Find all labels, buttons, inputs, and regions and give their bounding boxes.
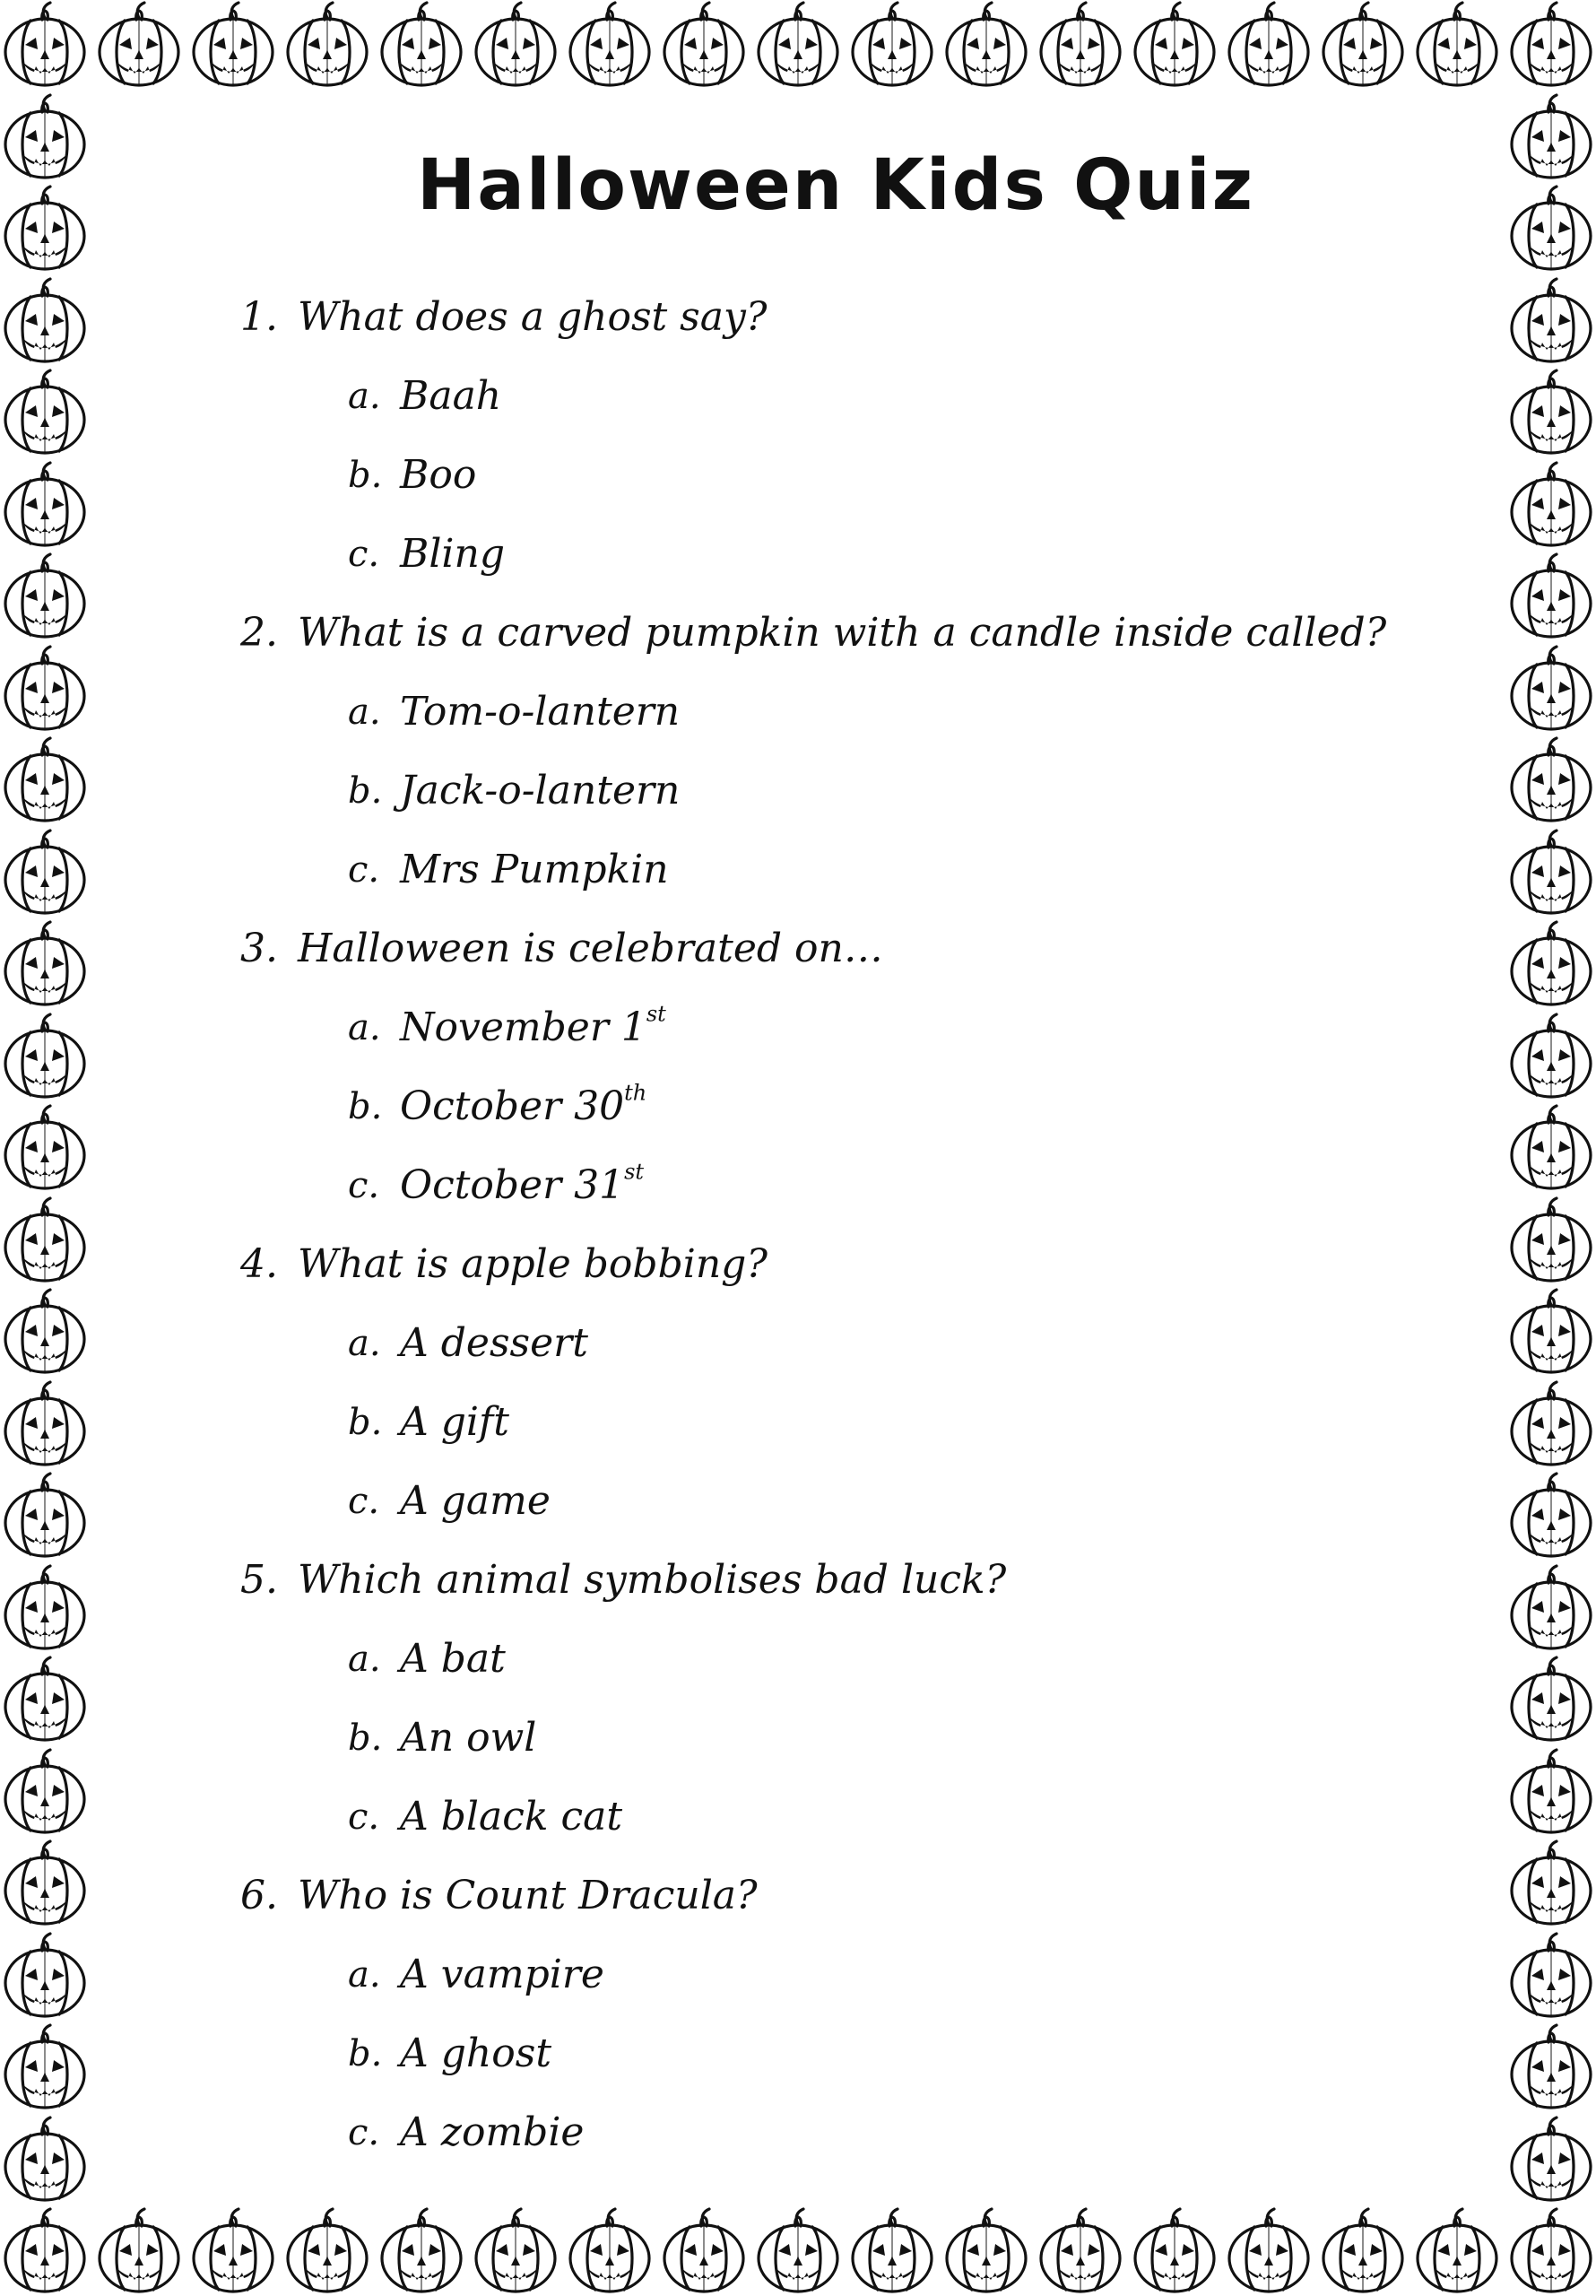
jack-o-lantern-icon xyxy=(0,276,90,366)
option-2a xyxy=(240,673,1478,752)
option-text: Baah xyxy=(400,373,502,419)
option-letter: c. xyxy=(348,1796,380,1838)
page-title: Halloween Kids Quiz xyxy=(416,145,1255,226)
jack-o-lantern-icon xyxy=(471,0,560,90)
jack-o-lantern-icon xyxy=(94,2206,184,2296)
jack-o-lantern-icon xyxy=(1506,460,1596,550)
jack-o-lantern-icon xyxy=(659,0,749,90)
option-text: A bat xyxy=(400,1636,506,1682)
jack-o-lantern-icon xyxy=(0,1563,90,1653)
question-text: Halloween is celebrated on… xyxy=(298,926,883,971)
jack-o-lantern-icon xyxy=(1412,0,1502,90)
jack-o-lantern-icon xyxy=(471,2206,560,2296)
option-3a xyxy=(240,988,1478,1067)
option-3c xyxy=(240,1146,1478,1225)
jack-o-lantern-icon xyxy=(847,2206,937,2296)
jack-o-lantern-icon xyxy=(1506,2206,1596,2296)
option-2c xyxy=(240,831,1478,909)
jack-o-lantern-icon xyxy=(0,2022,90,2112)
option-1c xyxy=(240,515,1478,594)
jack-o-lantern-icon xyxy=(1318,0,1408,90)
jack-o-lantern-icon xyxy=(1506,919,1596,1009)
option-text: A black cat xyxy=(400,1794,623,1839)
option-letter: c. xyxy=(348,2112,380,2153)
jack-o-lantern-icon xyxy=(0,735,90,825)
option-letter: c. xyxy=(348,534,380,575)
option-text: Mrs Pumpkin xyxy=(400,847,669,892)
option-letter: b. xyxy=(348,1086,383,1127)
question-6 xyxy=(240,1857,1478,1935)
jack-o-lantern-icon xyxy=(0,1103,90,1193)
option-text: A zombie xyxy=(400,2109,585,2155)
jack-o-lantern-icon xyxy=(94,0,184,90)
jack-o-lantern-icon xyxy=(188,0,278,90)
question-number: 2. xyxy=(240,610,278,656)
jack-o-lantern-icon xyxy=(0,919,90,1009)
jack-o-lantern-icon xyxy=(0,828,90,918)
jack-o-lantern-icon xyxy=(0,552,90,641)
option-letter: a. xyxy=(348,376,381,417)
jack-o-lantern-icon xyxy=(0,368,90,457)
jack-o-lantern-icon xyxy=(1506,644,1596,734)
jack-o-lantern-icon xyxy=(0,1471,90,1561)
jack-o-lantern-icon xyxy=(1130,2206,1219,2296)
jack-o-lantern-icon xyxy=(1506,0,1596,90)
option-letter: a. xyxy=(348,1007,381,1048)
jack-o-lantern-icon xyxy=(188,2206,278,2296)
jack-o-lantern-icon xyxy=(1506,828,1596,918)
option-text: A game xyxy=(400,1478,551,1524)
jack-o-lantern-icon xyxy=(0,1839,90,1928)
jack-o-lantern-icon xyxy=(1318,2206,1408,2296)
option-text-main: November 1 xyxy=(400,1004,646,1050)
question-5 xyxy=(240,1541,1478,1620)
question-text: What does a ghost say? xyxy=(298,294,768,340)
question-number: 1. xyxy=(240,294,278,340)
question-number: 4. xyxy=(240,1241,278,1287)
jack-o-lantern-icon xyxy=(1224,0,1314,90)
option-text: An owl xyxy=(400,1715,537,1761)
question-2 xyxy=(240,594,1478,673)
jack-o-lantern-icon xyxy=(1506,276,1596,366)
jack-o-lantern-icon xyxy=(1506,735,1596,825)
option-6b xyxy=(240,2014,1478,2093)
option-letter: c. xyxy=(348,1481,380,1522)
option-text xyxy=(400,1067,646,1146)
option-letter: b. xyxy=(348,1402,383,1443)
question-1 xyxy=(240,278,1478,357)
ordinal-suffix: th xyxy=(624,1080,647,1106)
question-text: Which animal symbolises bad luck? xyxy=(298,1557,1007,1603)
jack-o-lantern-icon xyxy=(0,1655,90,1744)
jack-o-lantern-icon xyxy=(0,2115,90,2205)
option-1b xyxy=(240,436,1478,515)
jack-o-lantern-icon xyxy=(0,1931,90,2021)
option-letter: a. xyxy=(348,1639,381,1680)
jack-o-lantern-icon xyxy=(1036,0,1125,90)
option-3b xyxy=(240,1067,1478,1146)
jack-o-lantern-icon xyxy=(1506,552,1596,641)
option-text: A dessert xyxy=(400,1320,588,1366)
jack-o-lantern-icon xyxy=(753,2206,843,2296)
option-4c xyxy=(240,1462,1478,1541)
option-text: Bling xyxy=(400,531,505,577)
option-letter: c. xyxy=(348,849,380,891)
option-text-main: October 31 xyxy=(400,1162,625,1208)
jack-o-lantern-icon xyxy=(282,0,372,90)
option-5c xyxy=(240,1778,1478,1857)
jack-o-lantern-icon xyxy=(1130,0,1219,90)
jack-o-lantern-icon xyxy=(659,2206,749,2296)
jack-o-lantern-icon xyxy=(565,2206,655,2296)
jack-o-lantern-icon xyxy=(0,644,90,734)
question-3 xyxy=(240,909,1478,988)
option-text xyxy=(400,1146,644,1225)
jack-o-lantern-icon xyxy=(0,460,90,550)
jack-o-lantern-icon xyxy=(1506,1196,1596,1285)
option-text: A vampire xyxy=(400,1952,604,1997)
option-text: A gift xyxy=(400,1399,509,1445)
question-text: Who is Count Dracula? xyxy=(298,1873,758,1918)
jack-o-lantern-icon xyxy=(1506,1839,1596,1928)
option-letter: a. xyxy=(348,691,381,733)
option-text xyxy=(400,988,666,1067)
jack-o-lantern-icon xyxy=(282,2206,372,2296)
jack-o-lantern-icon xyxy=(1506,1931,1596,2021)
jack-o-lantern-icon xyxy=(0,1287,90,1377)
jack-o-lantern-icon xyxy=(1506,368,1596,457)
jack-o-lantern-icon xyxy=(1506,2115,1596,2205)
option-letter: b. xyxy=(348,455,383,496)
option-5b xyxy=(240,1699,1478,1778)
question-text: What is a carved pumpkin with a candle inside called? xyxy=(298,610,1387,656)
ordinal-suffix: st xyxy=(646,1001,666,1027)
quiz-list xyxy=(240,278,1478,2172)
option-5a xyxy=(240,1620,1478,1699)
question-text: What is apple bobbing? xyxy=(298,1241,768,1287)
jack-o-lantern-icon xyxy=(0,1196,90,1285)
jack-o-lantern-icon xyxy=(1506,1563,1596,1653)
jack-o-lantern-icon xyxy=(0,2206,90,2296)
jack-o-lantern-icon xyxy=(1506,2022,1596,2112)
option-letter: b. xyxy=(348,770,383,812)
jack-o-lantern-icon xyxy=(941,2206,1031,2296)
option-text: Boo xyxy=(400,452,477,498)
jack-o-lantern-icon xyxy=(1506,1287,1596,1377)
jack-o-lantern-icon xyxy=(0,0,90,90)
jack-o-lantern-icon xyxy=(1506,1012,1596,1101)
option-letter: b. xyxy=(348,2033,383,2074)
option-letter: b. xyxy=(348,1718,383,1759)
jack-o-lantern-icon xyxy=(1224,2206,1314,2296)
ordinal-suffix: st xyxy=(624,1159,645,1185)
option-letter: a. xyxy=(348,1323,381,1364)
option-1a xyxy=(240,357,1478,436)
jack-o-lantern-icon xyxy=(0,1379,90,1469)
option-text: A ghost xyxy=(400,2031,552,2076)
question-number: 3. xyxy=(240,926,278,971)
jack-o-lantern-icon xyxy=(0,1747,90,1837)
jack-o-lantern-icon xyxy=(377,0,466,90)
option-2b xyxy=(240,752,1478,831)
jack-o-lantern-icon xyxy=(377,2206,466,2296)
jack-o-lantern-icon xyxy=(1506,1471,1596,1561)
option-text: Jack-o-lantern xyxy=(400,768,681,813)
jack-o-lantern-icon xyxy=(1506,1747,1596,1837)
option-text: Tom-o-lantern xyxy=(400,689,681,735)
option-text-main: October 30 xyxy=(400,1083,625,1129)
option-letter: a. xyxy=(348,1954,381,1996)
jack-o-lantern-icon xyxy=(753,0,843,90)
jack-o-lantern-icon xyxy=(1506,1103,1596,1193)
jack-o-lantern-icon xyxy=(847,0,937,90)
question-4 xyxy=(240,1225,1478,1304)
question-number: 5. xyxy=(240,1557,278,1603)
option-6c xyxy=(240,2093,1478,2172)
option-4b xyxy=(240,1383,1478,1462)
jack-o-lantern-icon xyxy=(1412,2206,1502,2296)
option-letter: c. xyxy=(348,1165,380,1206)
option-4a xyxy=(240,1304,1478,1383)
option-6a xyxy=(240,1935,1478,2014)
jack-o-lantern-icon xyxy=(1036,2206,1125,2296)
jack-o-lantern-icon xyxy=(941,0,1031,90)
jack-o-lantern-icon xyxy=(0,1012,90,1101)
jack-o-lantern-icon xyxy=(1506,1379,1596,1469)
question-number: 6. xyxy=(240,1873,278,1918)
jack-o-lantern-icon xyxy=(1506,1655,1596,1744)
jack-o-lantern-icon xyxy=(565,0,655,90)
